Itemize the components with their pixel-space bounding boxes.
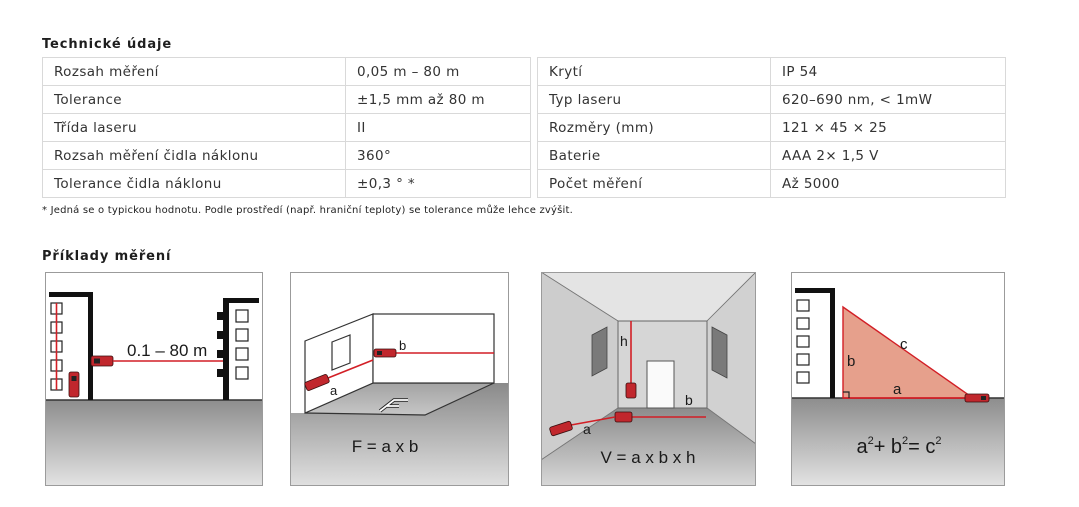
spec-value: 360° [346, 142, 531, 170]
room-back-wall [373, 314, 494, 383]
table-row [43, 142, 531, 170]
device-display [377, 351, 382, 355]
label-b: b [847, 353, 856, 370]
right-building-windows [236, 310, 248, 379]
window [797, 336, 809, 347]
window [236, 329, 248, 341]
laser-device-vertical [69, 372, 79, 397]
window [236, 348, 248, 360]
building-roof [795, 288, 835, 293]
spec-value: 620–690 nm, < 1mW [771, 86, 1006, 114]
area-illustration [290, 272, 509, 486]
formula-part: + b [873, 436, 903, 458]
example-pythagoras [791, 272, 1005, 486]
area-formula: F = a x b [351, 437, 419, 456]
spec-value: 121 × 45 × 25 [771, 114, 1006, 142]
label-a: a [893, 381, 902, 398]
table-row [538, 142, 1006, 170]
spec-label: Typ laseru [538, 86, 771, 114]
spec-label: Krytí [538, 58, 771, 86]
wall-ledge [217, 331, 223, 339]
building-wall [830, 288, 835, 398]
left-building-roof [49, 292, 93, 297]
spec-label: Rozsah měření čidla náklonu [43, 142, 346, 170]
label-c: c [900, 336, 908, 353]
formula-exponent: 2 [902, 435, 909, 447]
left-window [592, 327, 607, 376]
label-b: b [685, 392, 693, 408]
device-display [72, 376, 77, 381]
formula-exponent: 2 [867, 435, 874, 447]
window [797, 318, 809, 329]
wall-ledge [217, 312, 223, 320]
distance-range-label: 0.1 – 80 m [127, 341, 208, 360]
window [797, 372, 809, 383]
distance-illustration [45, 272, 263, 486]
measurement-triangle [843, 307, 973, 398]
laser-device-b [615, 412, 632, 422]
window [797, 354, 809, 365]
spec-label: Rozsah měření [43, 58, 346, 86]
window [236, 310, 248, 322]
example-area [290, 272, 509, 486]
spec-label: Baterie [538, 142, 771, 170]
spec-label: Tolerance [43, 86, 346, 114]
example-distance [45, 272, 263, 486]
table-row [538, 114, 1006, 142]
table-row [538, 58, 1006, 86]
examples-title: Příklady měření [42, 249, 172, 264]
spec-value: 0,05 m – 80 m [346, 58, 531, 86]
wall-ledge [217, 369, 223, 377]
spec-value: ±0,3 ° * [346, 170, 531, 198]
specs-table-left [42, 57, 531, 198]
specs-table-right [537, 57, 1006, 198]
window [236, 367, 248, 379]
right-building-roof [223, 298, 259, 303]
window [797, 300, 809, 311]
example-volume [541, 272, 756, 486]
spec-label: Třída laseru [43, 114, 346, 142]
spec-value: ±1,5 mm až 80 m [346, 86, 531, 114]
floor [45, 400, 263, 486]
spec-value: II [346, 114, 531, 142]
device-display [981, 396, 986, 400]
left-building-wall [88, 292, 93, 400]
table-row [43, 114, 531, 142]
spec-value: IP 54 [771, 58, 1006, 86]
spec-value: Až 5000 [771, 170, 1006, 198]
spec-label: Rozměry (mm) [538, 114, 771, 142]
table-row [43, 86, 531, 114]
table-row [538, 86, 1006, 114]
pythagoras-illustration [791, 272, 1005, 486]
label-a: a [330, 383, 338, 398]
label-h: h [620, 333, 628, 349]
device-display [94, 359, 100, 364]
spec-label: Počet měření [538, 170, 771, 198]
door [647, 361, 674, 408]
formula-part: = c [908, 436, 936, 458]
label-a: a [583, 421, 591, 437]
volume-illustration [541, 272, 756, 486]
formula-part: a [856, 436, 868, 458]
right-building-ledges [217, 312, 223, 377]
table-row [43, 58, 531, 86]
right-building-wall [223, 298, 229, 400]
volume-formula: V = a x b x h [600, 448, 696, 467]
specs-title: Technické údaje [42, 37, 173, 52]
spec-value: AAA 2× 1,5 V [771, 142, 1006, 170]
wall-ledge [217, 350, 223, 358]
building-windows [797, 300, 809, 383]
formula-exponent: 2 [935, 435, 942, 447]
table-row [43, 170, 531, 198]
laser-device-h [626, 383, 636, 398]
label-b: b [399, 338, 407, 353]
spec-label: Tolerance čidla náklonu [43, 170, 346, 198]
specs-footnote: * Jedná se o typickou hodnotu. Podle prostředí (např. hraniční teploty) se tolerance může lehce zvýšit. [42, 205, 574, 216]
right-window [712, 327, 727, 378]
table-row [538, 170, 1006, 198]
